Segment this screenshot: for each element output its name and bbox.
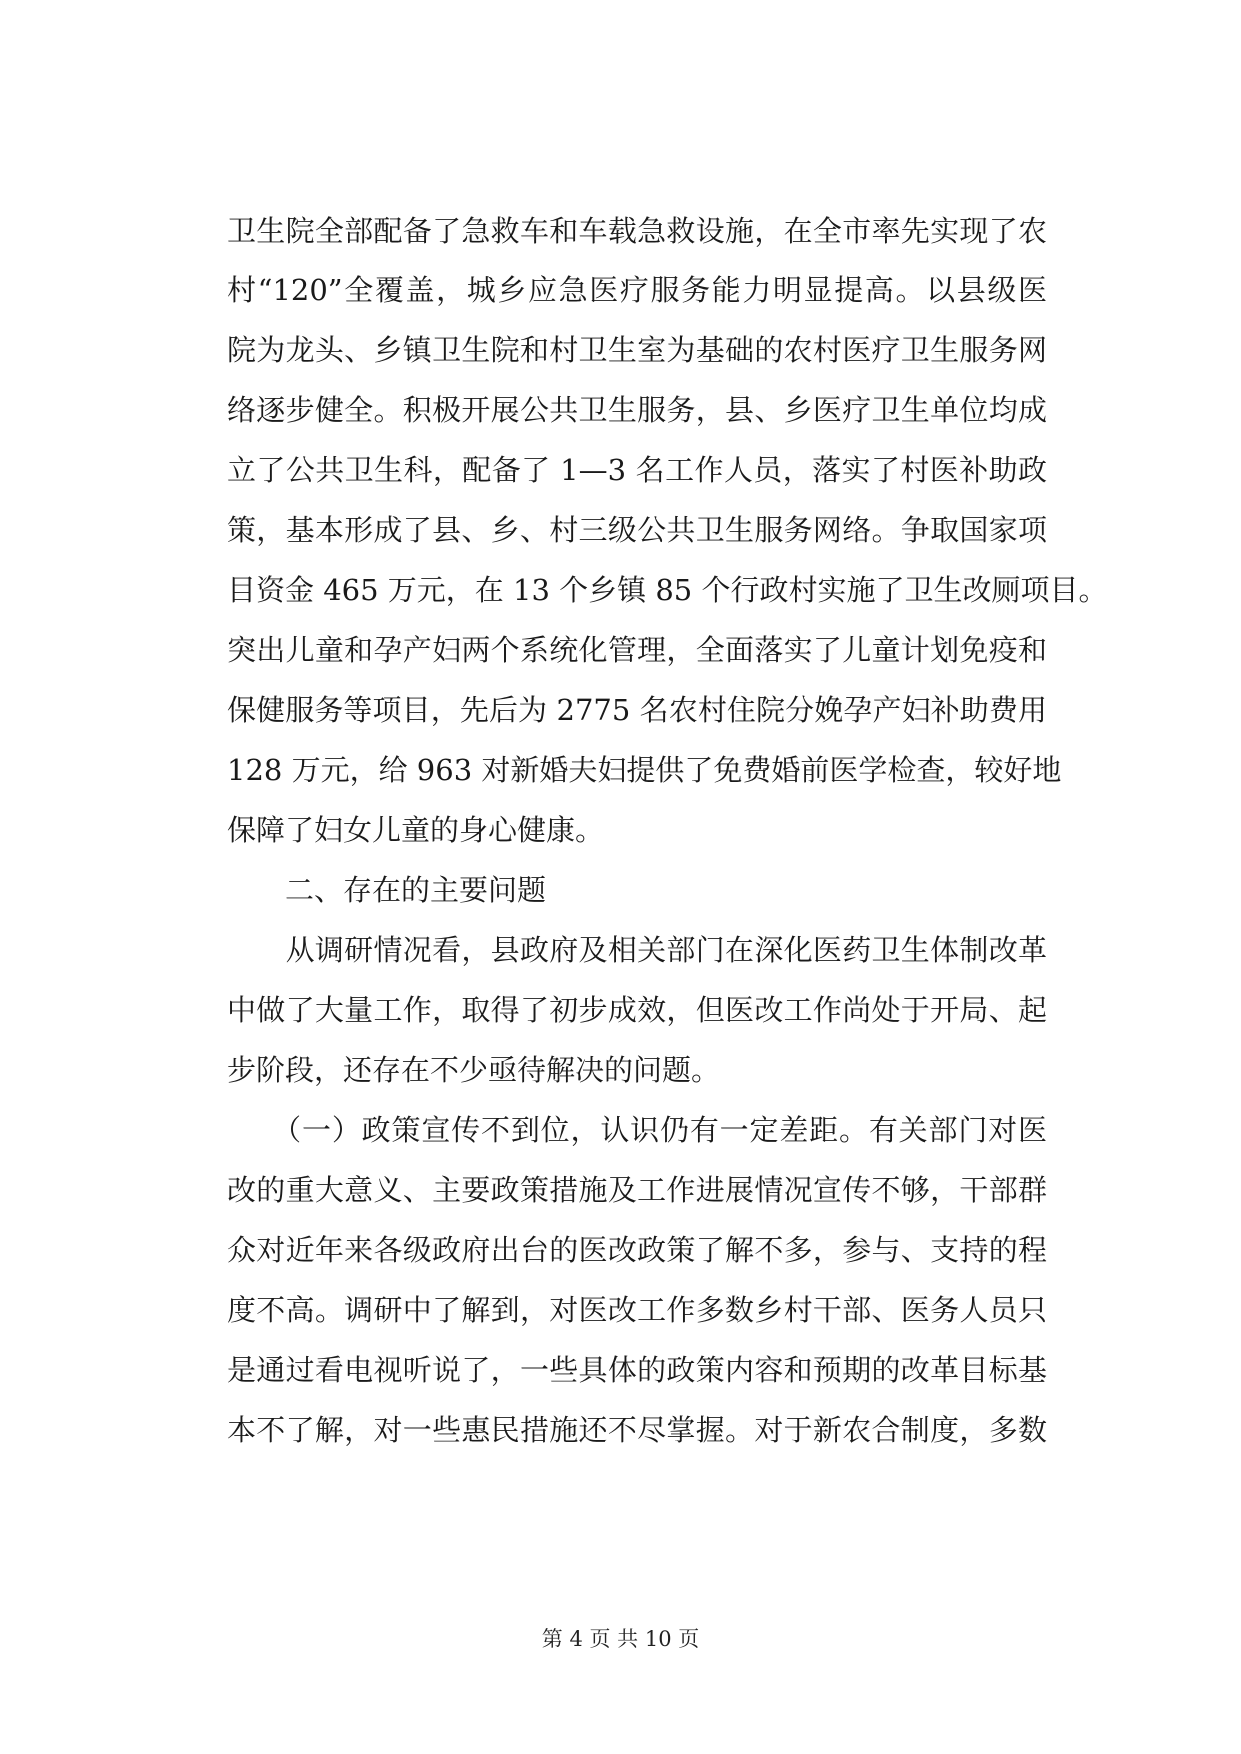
body-text-line: 卫生院全部配备了急救车和车载急救设施，在全市率先实现了农 bbox=[227, 214, 1047, 248]
body-text-line: 改的重大意义、主要政策措施及工作进展情况宣传不够，干部群 bbox=[227, 1173, 1047, 1207]
body-text-line: 众对近年来各级政府出台的医改政策了解不多，参与、支持的程 bbox=[227, 1233, 1047, 1267]
body-text-line: 保健服务等项目，先后为 2775 名农村住院分娩孕产妇补助费用 bbox=[227, 693, 1047, 727]
page-number-footer: 第 4 页 共 10 页 bbox=[541, 1627, 700, 1651]
body-text-line: 络逐步健全。积极开展公共卫生服务，县、乡医疗卫生单位均成 bbox=[227, 393, 1047, 427]
body-text-line: 保障了妇女儿童的身心健康。 bbox=[227, 813, 605, 847]
body-text-line: 目资金 465 万元，在 13 个乡镇 85 个行政村实施了卫生改厕项目。 bbox=[227, 573, 1108, 607]
body-text-line: 本不了解，对一些惠民措施还不尽掌握。对于新农合制度，多数 bbox=[227, 1413, 1047, 1447]
body-text-line: 步阶段，还存在不少亟待解决的问题。 bbox=[227, 1053, 721, 1087]
body-text-line: 中做了大量工作，取得了初步成效，但医改工作尚处于开局、起 bbox=[227, 993, 1047, 1027]
body-text-line: 是通过看电视听说了，一些具体的政策内容和预期的改革目标基 bbox=[227, 1353, 1047, 1387]
section-heading: 二、存在的主要问题 bbox=[227, 873, 547, 907]
body-text-line: 128 万元，给 963 对新婚夫妇提供了免费婚前医学检查，较好地 bbox=[227, 753, 1062, 787]
body-text-line: 从调研情况看，县政府及相关部门在深化医药卫生体制改革 bbox=[227, 933, 1047, 967]
body-text-line: 突出儿童和孕产妇两个系统化管理，全面落实了儿童计划免疫和 bbox=[227, 633, 1047, 667]
body-text-line: 立了公共卫生科，配备了 1—3 名工作人员，落实了村医补助政 bbox=[227, 453, 1047, 487]
subsection-heading-line: （一）政策宣传不到位，认识仍有一定差距。有关部门对医 bbox=[227, 1113, 1047, 1147]
body-text-line: 村“120”全覆盖，城乡应急医疗服务能力明显提高。以县级医 bbox=[227, 273, 1047, 307]
body-text-line: 策，基本形成了县、乡、村三级公共卫生服务网络。争取国家项 bbox=[227, 513, 1047, 547]
body-text-line: 院为龙头、乡镇卫生院和村卫生室为基础的农村医疗卫生服务网 bbox=[227, 333, 1047, 367]
body-text-line: 度不高。调研中了解到，对医改工作多数乡村干部、医务人员只 bbox=[227, 1293, 1047, 1327]
